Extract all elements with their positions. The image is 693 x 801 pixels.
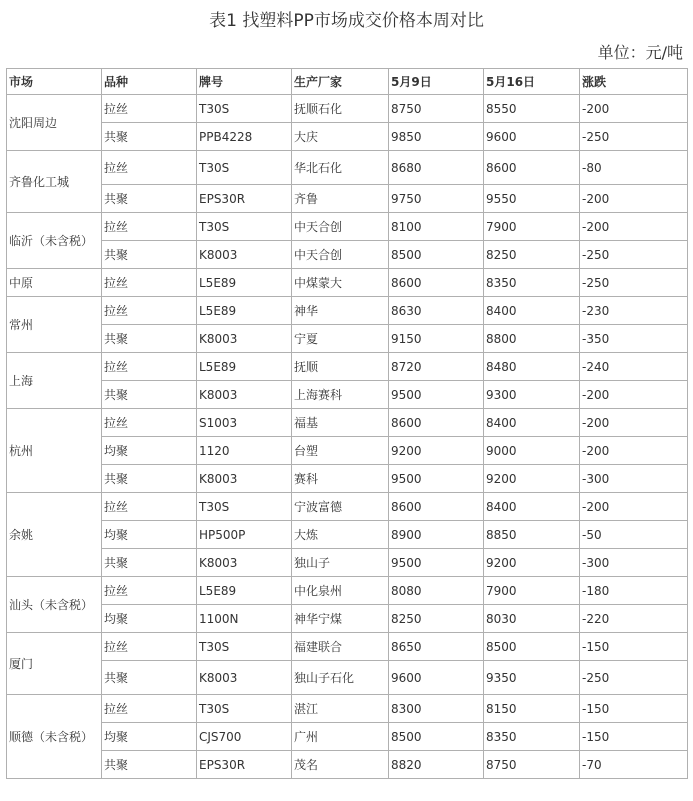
table-row (7, 695, 688, 723)
change-cell: -350 (580, 325, 688, 353)
producer-cell: 广州 (292, 723, 389, 751)
table-row (7, 751, 688, 779)
table-row (7, 123, 688, 151)
market-cell: 中原 (7, 269, 102, 297)
table-row (7, 605, 688, 633)
producer-cell: 赛科 (292, 465, 389, 493)
change-cell: -150 (580, 695, 688, 723)
change-cell: -50 (580, 521, 688, 549)
change-cell: -200 (580, 493, 688, 521)
header-price-may16: 5月16日 (484, 69, 580, 95)
change-cell: -200 (580, 381, 688, 409)
price-may9-cell: 8600 (389, 269, 484, 297)
header-grade: 牌号 (197, 69, 292, 95)
price-may16-cell: 8250 (484, 241, 580, 269)
price-may9-cell: 9200 (389, 437, 484, 465)
change-cell: -180 (580, 577, 688, 605)
price-may16-cell: 8850 (484, 521, 580, 549)
change-cell: -230 (580, 297, 688, 325)
price-may16-cell: 9300 (484, 381, 580, 409)
change-cell: -70 (580, 751, 688, 779)
table-row (7, 213, 688, 241)
change-cell: -150 (580, 633, 688, 661)
price-may16-cell: 8150 (484, 695, 580, 723)
header-price-may9: 5月9日 (389, 69, 484, 95)
unit-label: 单位：元/吨 (597, 43, 683, 62)
producer-cell: 宁波富德 (292, 493, 389, 521)
price-may9-cell: 9150 (389, 325, 484, 353)
price-may9-cell: 9500 (389, 381, 484, 409)
grade-cell: K8003 (197, 325, 292, 353)
table-row (7, 521, 688, 549)
producer-cell: 中天合创 (292, 241, 389, 269)
table-row (7, 185, 688, 213)
price-may16-cell: 7900 (484, 577, 580, 605)
table-row (7, 549, 688, 577)
change-cell: -300 (580, 465, 688, 493)
variety-cell: 拉丝 (102, 297, 197, 325)
table-row (7, 325, 688, 353)
producer-cell: 上海赛科 (292, 381, 389, 409)
price-may9-cell: 8600 (389, 493, 484, 521)
grade-cell: EPS30R (197, 751, 292, 779)
price-may9-cell: 8900 (389, 521, 484, 549)
producer-cell: 华北石化 (292, 151, 389, 185)
change-cell: -80 (580, 151, 688, 185)
price-may16-cell: 8750 (484, 751, 580, 779)
table-row (7, 151, 688, 185)
header-row (7, 69, 688, 95)
producer-cell: 湛江 (292, 695, 389, 723)
variety-cell: 均聚 (102, 723, 197, 751)
price-may9-cell: 8300 (389, 695, 484, 723)
table-row (7, 95, 688, 123)
price-may9-cell: 9850 (389, 123, 484, 151)
table-row (7, 437, 688, 465)
change-cell: -250 (580, 123, 688, 151)
table-row (7, 241, 688, 269)
grade-cell: K8003 (197, 241, 292, 269)
variety-cell: 均聚 (102, 521, 197, 549)
grade-cell: PPB4228 (197, 123, 292, 151)
price-may9-cell: 8720 (389, 353, 484, 381)
price-may16-cell: 8400 (484, 297, 580, 325)
price-may16-cell: 7900 (484, 213, 580, 241)
producer-cell: 独山子 (292, 549, 389, 577)
market-cell: 齐鲁化工城 (7, 151, 102, 213)
price-may16-cell: 8400 (484, 493, 580, 521)
price-may16-cell: 8600 (484, 151, 580, 185)
variety-cell: 共聚 (102, 381, 197, 409)
grade-cell: K8003 (197, 661, 292, 695)
grade-cell: 1100N (197, 605, 292, 633)
grade-cell: L5E89 (197, 353, 292, 381)
variety-cell: 均聚 (102, 605, 197, 633)
producer-cell: 大炼 (292, 521, 389, 549)
variety-cell: 拉丝 (102, 213, 197, 241)
variety-cell: 共聚 (102, 549, 197, 577)
producer-cell: 大庆 (292, 123, 389, 151)
price-may16-cell: 8030 (484, 605, 580, 633)
producer-cell: 抚顺石化 (292, 95, 389, 123)
table-row (7, 353, 688, 381)
market-cell: 汕头（未含税） (7, 577, 102, 633)
price-may9-cell: 8820 (389, 751, 484, 779)
change-cell: -250 (580, 241, 688, 269)
variety-cell: 拉丝 (102, 409, 197, 437)
producer-cell: 台塑 (292, 437, 389, 465)
variety-cell: 拉丝 (102, 633, 197, 661)
market-cell: 上海 (7, 353, 102, 409)
table-row (7, 465, 688, 493)
header-market: 市场 (7, 69, 102, 95)
change-cell: -200 (580, 185, 688, 213)
market-cell: 余姚 (7, 493, 102, 577)
price-may16-cell: 8400 (484, 409, 580, 437)
price-may16-cell: 8480 (484, 353, 580, 381)
variety-cell: 拉丝 (102, 577, 197, 605)
grade-cell: S1003 (197, 409, 292, 437)
variety-cell: 拉丝 (102, 95, 197, 123)
change-cell: -250 (580, 661, 688, 695)
variety-cell: 共聚 (102, 661, 197, 695)
price-may16-cell: 8350 (484, 723, 580, 751)
variety-cell: 共聚 (102, 751, 197, 779)
producer-cell: 神华 (292, 297, 389, 325)
table-row (7, 381, 688, 409)
grade-cell: T30S (197, 213, 292, 241)
table-row (7, 493, 688, 521)
table-row (7, 661, 688, 695)
change-cell: -150 (580, 723, 688, 751)
price-may16-cell: 9200 (484, 549, 580, 577)
price-may9-cell: 9500 (389, 465, 484, 493)
price-may16-cell: 8500 (484, 633, 580, 661)
producer-cell: 抚顺 (292, 353, 389, 381)
table-row (7, 269, 688, 297)
variety-cell: 共聚 (102, 123, 197, 151)
market-cell: 沈阳周边 (7, 95, 102, 151)
change-cell: -240 (580, 353, 688, 381)
producer-cell: 中天合创 (292, 213, 389, 241)
variety-cell: 拉丝 (102, 269, 197, 297)
change-cell: -200 (580, 95, 688, 123)
price-may16-cell: 8350 (484, 269, 580, 297)
change-cell: -250 (580, 269, 688, 297)
producer-cell: 独山子石化 (292, 661, 389, 695)
price-may9-cell: 8250 (389, 605, 484, 633)
variety-cell: 共聚 (102, 465, 197, 493)
variety-cell: 拉丝 (102, 493, 197, 521)
price-may9-cell: 8100 (389, 213, 484, 241)
variety-cell: 拉丝 (102, 151, 197, 185)
price-may9-cell: 8630 (389, 297, 484, 325)
price-may16-cell: 9200 (484, 465, 580, 493)
grade-cell: L5E89 (197, 577, 292, 605)
table-row (7, 409, 688, 437)
grade-cell: L5E89 (197, 297, 292, 325)
table-row (7, 577, 688, 605)
producer-cell: 齐鲁 (292, 185, 389, 213)
table-row (7, 723, 688, 751)
grade-cell: T30S (197, 633, 292, 661)
grade-cell: K8003 (197, 465, 292, 493)
price-may9-cell: 8600 (389, 409, 484, 437)
grade-cell: K8003 (197, 381, 292, 409)
price-may16-cell: 9350 (484, 661, 580, 695)
price-may9-cell: 9600 (389, 661, 484, 695)
price-may16-cell: 9600 (484, 123, 580, 151)
producer-cell: 宁夏 (292, 325, 389, 353)
price-may9-cell: 8750 (389, 95, 484, 123)
change-cell: -220 (580, 605, 688, 633)
header-variety: 品种 (102, 69, 197, 95)
variety-cell: 共聚 (102, 325, 197, 353)
table-row (7, 297, 688, 325)
change-cell: -200 (580, 213, 688, 241)
grade-cell: 1120 (197, 437, 292, 465)
price-may9-cell: 8650 (389, 633, 484, 661)
grade-cell: K8003 (197, 549, 292, 577)
price-may9-cell: 8500 (389, 723, 484, 751)
price-may9-cell: 8680 (389, 151, 484, 185)
market-cell: 杭州 (7, 409, 102, 493)
table-title: 表1 找塑料PP市场成交价格本周对比 (209, 11, 484, 31)
grade-cell: EPS30R (197, 185, 292, 213)
producer-cell: 福建联合 (292, 633, 389, 661)
grade-cell: T30S (197, 493, 292, 521)
change-cell: -200 (580, 437, 688, 465)
grade-cell: CJS700 (197, 723, 292, 751)
header-change: 涨跌 (580, 69, 688, 95)
price-may9-cell: 9750 (389, 185, 484, 213)
price-may9-cell: 8500 (389, 241, 484, 269)
producer-cell: 茂名 (292, 751, 389, 779)
price-table (6, 68, 688, 779)
market-cell: 厦门 (7, 633, 102, 695)
producer-cell: 中化泉州 (292, 577, 389, 605)
table-body (7, 95, 688, 779)
price-may16-cell: 8550 (484, 95, 580, 123)
variety-cell: 拉丝 (102, 695, 197, 723)
market-cell: 临沂（未含税） (7, 213, 102, 269)
change-cell: -200 (580, 409, 688, 437)
grade-cell: T30S (197, 151, 292, 185)
variety-cell: 拉丝 (102, 353, 197, 381)
grade-cell: T30S (197, 95, 292, 123)
grade-cell: T30S (197, 695, 292, 723)
grade-cell: L5E89 (197, 269, 292, 297)
price-may16-cell: 9000 (484, 437, 580, 465)
price-may9-cell: 9500 (389, 549, 484, 577)
table-row (7, 633, 688, 661)
variety-cell: 共聚 (102, 241, 197, 269)
price-may16-cell: 8800 (484, 325, 580, 353)
market-cell: 顺德（未含税） (7, 695, 102, 779)
price-may9-cell: 8080 (389, 577, 484, 605)
price-may16-cell: 9550 (484, 185, 580, 213)
market-cell: 常州 (7, 297, 102, 353)
producer-cell: 中煤蒙大 (292, 269, 389, 297)
producer-cell: 福基 (292, 409, 389, 437)
header-producer: 生产厂家 (292, 69, 389, 95)
grade-cell: HP500P (197, 521, 292, 549)
producer-cell: 神华宁煤 (292, 605, 389, 633)
variety-cell: 共聚 (102, 185, 197, 213)
change-cell: -300 (580, 549, 688, 577)
variety-cell: 均聚 (102, 437, 197, 465)
